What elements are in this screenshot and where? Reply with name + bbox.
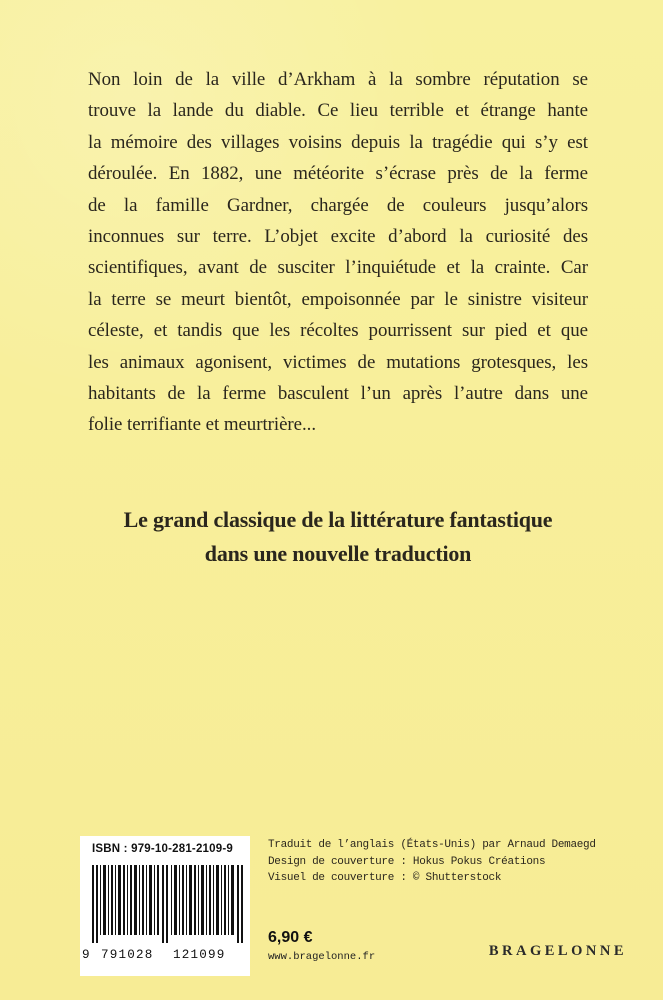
visual-credit: Visuel de couverture : © Shutterstock <box>268 872 502 884</box>
translation-credit: Traduit de l’anglais (États-Unis) par Arnaud Demaegd <box>268 839 596 851</box>
tagline <box>88 503 588 571</box>
price: 6,90 € <box>268 929 313 946</box>
blurb-line: de la famille Gardner, chargée de couleurs jusqu’alors <box>88 194 588 216</box>
blurb-line: scientifiques, avant de susciter l’inquiétude et la crainte. Car <box>88 257 588 279</box>
tagline-line: dans une nouvelle traduction <box>204 541 472 566</box>
blurb-line: déroulée. En 1882, une météorite s’écrase près de la ferme <box>88 163 588 185</box>
blurb-line: céleste, et tandis que les récoltes pourrissent sur pied et que <box>88 320 588 342</box>
isbn-label: ISBN : 979-10-281-2109-9 <box>92 843 233 855</box>
publisher-logo: BRAGELONNE <box>488 943 627 959</box>
barcode-icon <box>92 865 245 943</box>
tagline-line: Le grand classique de la littérature fantastique <box>123 507 553 532</box>
blurb-line: la terre se meurt bientôt, empoisonnée par le sinistre visiteur <box>88 288 588 310</box>
blurb-line: la mémoire des villages voisins depuis la tragédie qui s’y est <box>88 131 588 153</box>
blurb-line: folie terrifiante et meurtrière... <box>88 414 317 436</box>
ean-first-digit: 9 <box>82 948 91 962</box>
publisher-website: www.bragelonne.fr <box>268 951 376 963</box>
ean-right-digits: 121099 <box>173 948 226 962</box>
blurb-line: Non loin de la ville d’Arkham à la sombre réputation se <box>88 69 588 90</box>
blurb-paragraph <box>88 64 588 441</box>
design-credit: Design de couverture : Hokus Pokus Créations <box>268 855 546 868</box>
credits-block <box>268 837 596 887</box>
blurb-line: les animaux agonisent, victimes de mutations grotesques, les <box>88 351 588 373</box>
blurb-line: trouve la lande du diable. Ce lieu terrible et étrange hante <box>88 100 588 122</box>
blurb-line: habitants de la ferme basculent l’un après l’autre dans une <box>88 382 588 404</box>
ean-left-digits: 791028 <box>101 948 154 962</box>
blurb-line: inconnues sur terre. L’objet excite d’abord la curiosité des <box>88 225 588 247</box>
barcode-panel <box>80 836 250 976</box>
